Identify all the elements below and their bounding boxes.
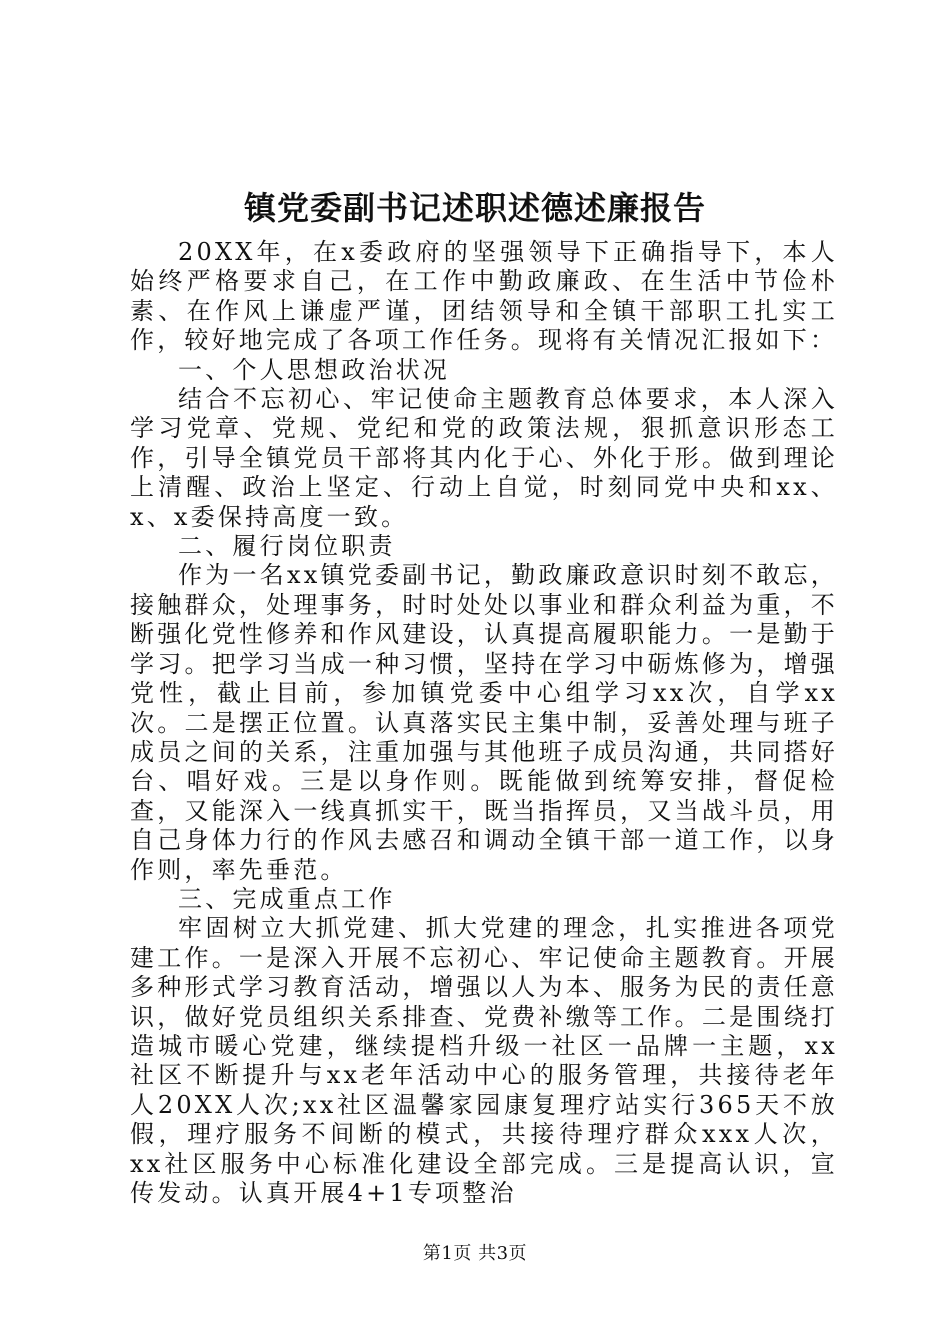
section-1-paragraph: 结合不忘初心、牢记使命主题教育总体要求，本人深入学习党章、党规、党纪和党的政策法规，狠抓意识形态工作，引导全镇党员干部将其内化于心、外化于形。做到理论上清醒、政治上坚定、行动上自觉，时刻同党中央和xx、x、x委保持高度一致。 xyxy=(130,385,838,531)
section-3-paragraph: 牢固树立大抓党建、抓大党建的理念，扎实推进各项党建工作。一是深入开展不忘初心、牢记使命主题教育。开展多种形式学习教育活动，增强以人为本、服务为民的责任意识，做好党员组织关系排查、党费补缴等工作。二是围绕打造城市暖心党建，继续提档升级一社区一品牌一主题，xx社区不断提升与xx老年活动中心的服务管理，共接待老年人20XX人次;xx社区温馨家园康复理疗站实行365天不放假，理疗服务不间断的模式，共接待理疗群众xxx人次，xx社区服务中心标准化建设全部完成。三是提高认识，宣传发动。认真开展4+1专项整治 xyxy=(130,914,838,1207)
intro-paragraph: 20XX年，在x委政府的坚强领导下正确指导下，本人始终严格要求自己，在工作中勤政廉政、在生活中节俭朴素、在作风上谦虚严谨，团结领导和全镇干部职工扎实工作，较好地完成了各项工作任务。现将有关情况汇报如下： xyxy=(130,238,838,355)
section-heading-3: 三、完成重点工作 xyxy=(178,884,396,913)
section-2-paragraph: 作为一名xx镇党委副书记，勤政廉政意识时刻不敢忘，接触群众，处理事务，时时处处以事业和群众利益为重，不断强化党性修养和作风建设，认真提高履职能力。一是勤于学习。把学习当成一种习惯，坚持在学习中砺炼修为，增强党性，截止目前，参加镇党委中心组学习xx次，自学xx次。二是摆正位置。认真落实民主集中制，妥善处理与班子成员之间的关系，注重加强与其他班子成员沟通，共同搭好台、唱好戏。三是以身作则。既能做到统筹安排，督促检查，又能深入一线真抓实干，既当指挥员，又当战斗员，用自己身体力行的作风去感召和调动全镇干部一道工作，以身作则，率先垂范。 xyxy=(130,561,838,884)
section-heading-1: 一、个人思想政治状况 xyxy=(178,355,450,384)
document-body xyxy=(130,238,838,1208)
document-title: 镇党委副书记述职述德述廉报告 xyxy=(243,189,706,227)
section-heading-2: 二、履行岗位职责 xyxy=(178,532,396,561)
page-footer: 第1页 共3页 xyxy=(422,1243,528,1264)
